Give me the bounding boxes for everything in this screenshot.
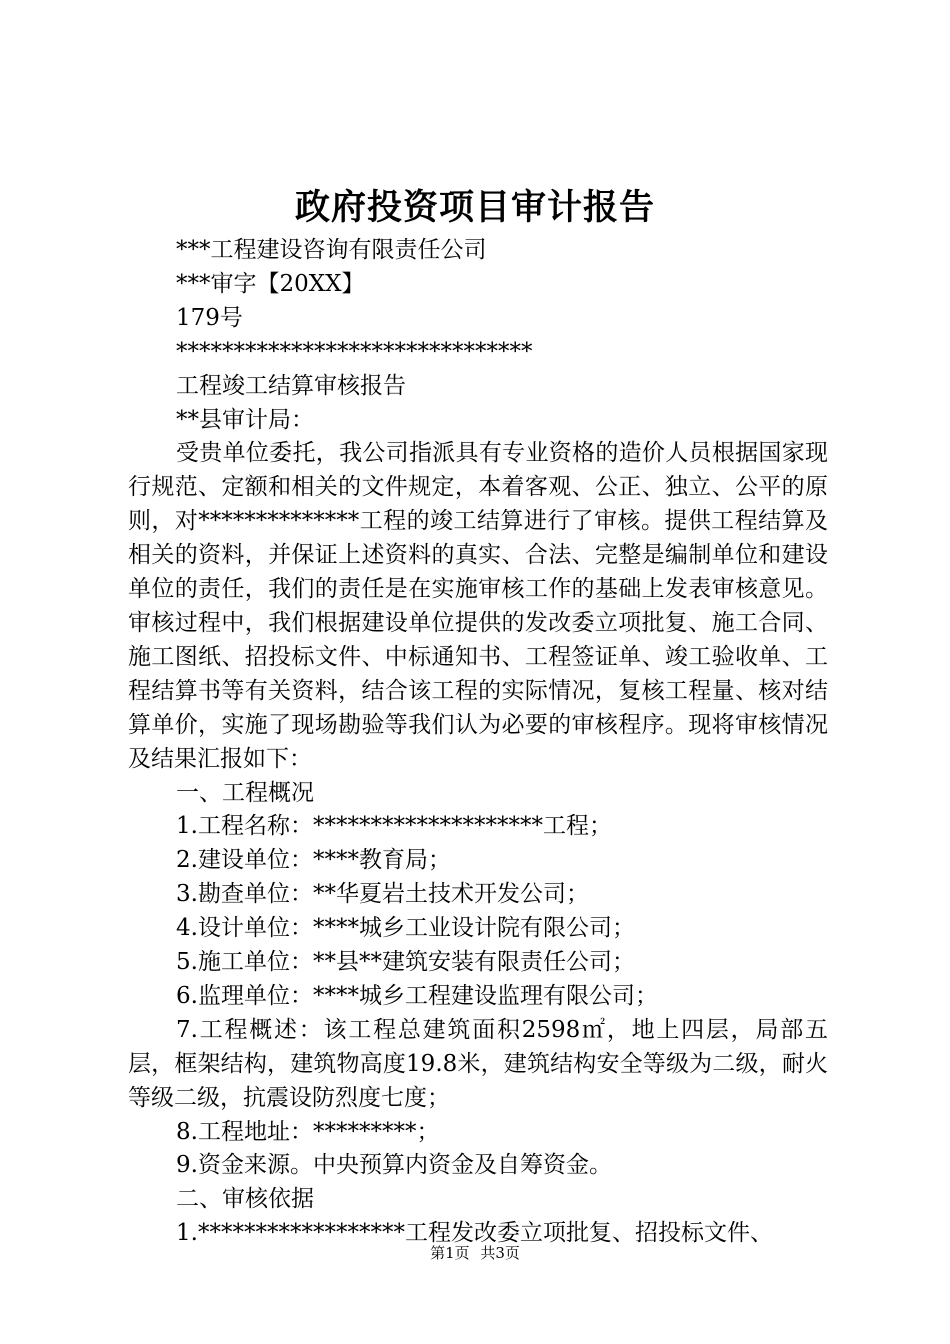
page-footer xyxy=(0,1241,950,1265)
overview-item-address: 8.工程地址：*********； xyxy=(176,1118,440,1145)
document-number: ***审字【20XX】 xyxy=(176,270,365,297)
page-total: 共3页 xyxy=(480,1244,520,1262)
basis-item: 1.******************工程发改委立项批复、招投标文件、 xyxy=(176,1220,773,1247)
document-body xyxy=(128,234,828,1251)
overview-item-name: 1.工程名称：********************工程； xyxy=(176,813,612,840)
overview-item-construction: 5.施工单位：**县**建筑安装有限责任公司； xyxy=(176,949,635,976)
overview-item-funding: 9.资金来源。中央预算内资金及自筹资金。 xyxy=(176,1152,612,1179)
company-name: ***工程建设咨询有限责任公司 xyxy=(176,237,487,263)
intro-paragraph: 受贵单位委托，我公司指派具有专业资格的造价人员根据国家现行规范、定额和相关的文件规定，本着客观、公正、独立、公平的原则，对**************工程的竣工结算进行了审核。提供工程结算及相关的资料，并保证上述资料的真实、合法、完整是编制单位和建设单位的责任，我们的责任是在实施审核工作的基础上发表审核意见。审核过程中，我们根据建设单位提供的发改委立项批复、施工合同、施工图纸、招投标文件、中标通知书、工程签证单、竣工验收单、工程结算书等有关资料，结合该工程的实际情况，复核工程量、核对结算单价，实施了现场勘验等我们认为必要的审核程序。现将审核情况及结果汇报如下： xyxy=(128,440,828,772)
section-heading-basis: 二、审核依据 xyxy=(176,1186,314,1213)
document-number-suffix: 179号 xyxy=(176,304,243,331)
separator-line: ******************************* xyxy=(176,338,533,365)
page-number: 第1页 xyxy=(430,1244,470,1262)
addressee: **县审计局： xyxy=(176,406,314,433)
report-subtitle: 工程竣工结算审核报告 xyxy=(176,372,406,399)
overview-item-summary: 7.工程概述：该工程总建筑面积2598㎡，地上四层，局部五层，框架结构，建筑物高度19.8米，建筑结构安全等级为二级，耐火等级二级，抗震设防烈度七度； xyxy=(128,1016,828,1111)
overview-item-builder: 2.建设单位：****教育局； xyxy=(176,847,451,874)
section-heading-overview: 一、工程概况 xyxy=(176,779,314,806)
document-title: 政府投资项目审计报告 xyxy=(294,187,655,228)
overview-item-survey: 3.勘查单位：**华夏岩土技术开发公司； xyxy=(176,881,589,908)
overview-item-design: 4.设计单位：****城乡工业设计院有限公司； xyxy=(176,915,635,942)
overview-item-supervision: 6.监理单位：****城乡工程建设监理有限公司； xyxy=(176,982,658,1009)
